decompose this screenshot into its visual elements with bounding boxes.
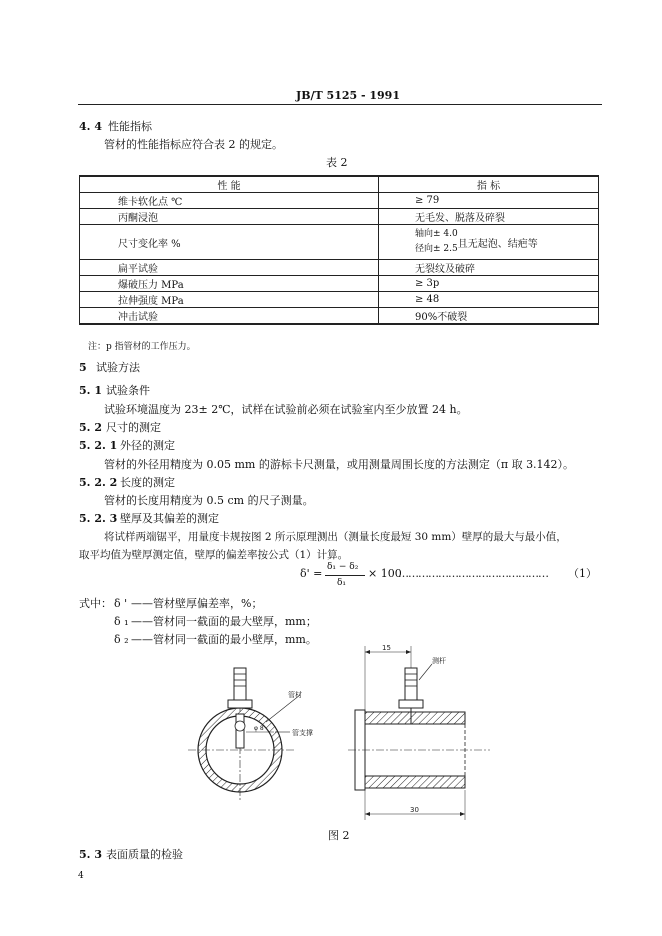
where-symbol-1: δ ' bbox=[114, 597, 128, 610]
formula-lhs: δ' = bbox=[300, 567, 323, 580]
pipe-long-section bbox=[348, 646, 490, 820]
where-symbol-2: δ ₁ bbox=[114, 615, 129, 628]
formula-denominator: δ₁ bbox=[337, 578, 347, 588]
row-property: 维卡软化点 ℃ bbox=[80, 193, 379, 209]
section-5-1-number: 5. 1 bbox=[79, 384, 102, 397]
where-symbol-3: δ ₂ bbox=[114, 633, 129, 646]
formula-numerator: δ₁ − δ₂ bbox=[327, 562, 359, 572]
section-5-2-3-title: 壁厚及其偏差的测定 bbox=[120, 512, 219, 525]
pipe-cross-section bbox=[188, 668, 300, 800]
row-property: 丙酮浸泡 bbox=[80, 209, 379, 225]
where-intro: 式中： bbox=[79, 597, 112, 610]
table-header-row bbox=[80, 176, 599, 193]
section-5-2-2-number: 5. 2. 2 bbox=[79, 476, 118, 489]
standard-number: JB/T 5125 - 1991 bbox=[296, 89, 400, 102]
radial-value: 径向± 2.5 bbox=[415, 244, 458, 254]
table-caption: 表 2 bbox=[326, 156, 348, 169]
label-phi: φ 8 bbox=[254, 725, 264, 732]
row-value: ≥ 3p bbox=[379, 276, 599, 292]
table-row bbox=[80, 193, 599, 209]
header-rule bbox=[78, 104, 602, 105]
table-row bbox=[80, 225, 599, 260]
section-5-2-1-text: 管材的外径用精度为 0.05 mm 的游标卡尺测量，或用测量周围长度的方法测定（π 取 3.142）。 bbox=[104, 458, 575, 471]
header-indicator: 指 标 bbox=[379, 176, 599, 193]
figure-caption: 图 2 bbox=[328, 829, 350, 842]
section-5-2-2-title: 长度的测定 bbox=[120, 476, 175, 489]
section-5-number: 5 bbox=[79, 361, 87, 374]
formula-times: × 100 bbox=[368, 567, 402, 580]
formula-fraction-bar bbox=[325, 575, 365, 576]
section-5-2-1-number: 5. 2. 1 bbox=[79, 439, 118, 452]
performance-table bbox=[79, 175, 599, 325]
section-5-2-number: 5. 2 bbox=[79, 421, 102, 434]
where-desc-3: ——管材同一截面的最小壁厚，mm。 bbox=[131, 633, 317, 646]
label-pipe: 管材 bbox=[288, 691, 302, 699]
row-value: ≥ 79 bbox=[379, 193, 599, 209]
row-value: 无裂纹及破碎 bbox=[379, 260, 599, 276]
section-4-4-title: 性能指标 bbox=[108, 120, 152, 133]
label-rod: 测杆 bbox=[432, 657, 446, 665]
figure-2-drawing bbox=[170, 640, 510, 830]
label-support: 管支撑 bbox=[292, 729, 313, 737]
row-property: 爆破压力 MPa bbox=[80, 276, 379, 292]
row-property: 冲击试验 bbox=[80, 308, 379, 325]
section-5-2-3-number: 5. 2. 3 bbox=[79, 512, 118, 525]
label-15: 15 bbox=[382, 644, 391, 652]
header-property: 性 能 bbox=[80, 176, 379, 193]
section-5-3-title: 表面质量的检验 bbox=[106, 848, 183, 861]
table-note: 注：p 指管材的工作压力。 bbox=[88, 342, 196, 352]
table-row bbox=[80, 292, 599, 308]
section-5-3-number: 5. 3 bbox=[79, 848, 102, 861]
table-row bbox=[80, 209, 599, 225]
where-desc-2: ——管材同一截面的最大壁厚，mm； bbox=[131, 615, 317, 628]
section-4-4-text: 管材的性能指标应符合表 2 的规定。 bbox=[104, 138, 283, 151]
row-value: 无毛发、脱落及碎裂 bbox=[379, 209, 599, 225]
formula-ref: （1） bbox=[568, 567, 597, 580]
dim-extra: 且无起泡、结疤等 bbox=[457, 238, 538, 250]
table-row bbox=[80, 308, 599, 325]
row-property: 扁平试验 bbox=[80, 260, 379, 276]
section-4-4-number: 4. 4 bbox=[79, 120, 102, 133]
formula-dots: ……………………………………… bbox=[398, 567, 548, 580]
row-value: ≥ 48 bbox=[379, 292, 599, 308]
section-5-2-1-title: 外径的测定 bbox=[120, 439, 175, 452]
where-desc-1: ——管材壁厚偏差率，%； bbox=[131, 597, 263, 610]
section-5-2-3-text-1: 将试样两端锯平，用量度卡规按图 2 所示原理测出（测量长度最短 30 mm）壁厚的最大与最小值， bbox=[104, 531, 567, 543]
section-5-1-text: 试验环境温度为 23± 2℃，试样在试验前必须在试验室内至少放置 24 h。 bbox=[104, 403, 468, 416]
section-5-1-title: 试验条件 bbox=[106, 384, 150, 397]
page-number: 4 bbox=[78, 871, 84, 881]
section-5-title: 试验方法 bbox=[96, 361, 140, 374]
table-row bbox=[80, 276, 599, 292]
section-5-2-2-text: 管材的长度用精度为 0.5 cm 的尺子测量。 bbox=[104, 494, 314, 507]
section-5-2-3-text-2: 取平均值为壁厚测定值，壁厚的偏差率按公式（1）计算。 bbox=[79, 549, 349, 561]
axial-value: 轴向± 4.0 bbox=[415, 229, 458, 239]
table-row bbox=[80, 260, 599, 276]
row-property: 拉伸强度 MPa bbox=[80, 292, 379, 308]
row-value: 90%不破裂 bbox=[379, 308, 599, 325]
label-30: 30 bbox=[410, 806, 419, 814]
row-value bbox=[379, 225, 599, 260]
row-property: 尺寸变化率 % bbox=[80, 225, 379, 260]
section-5-2-title: 尺寸的测定 bbox=[106, 421, 161, 434]
